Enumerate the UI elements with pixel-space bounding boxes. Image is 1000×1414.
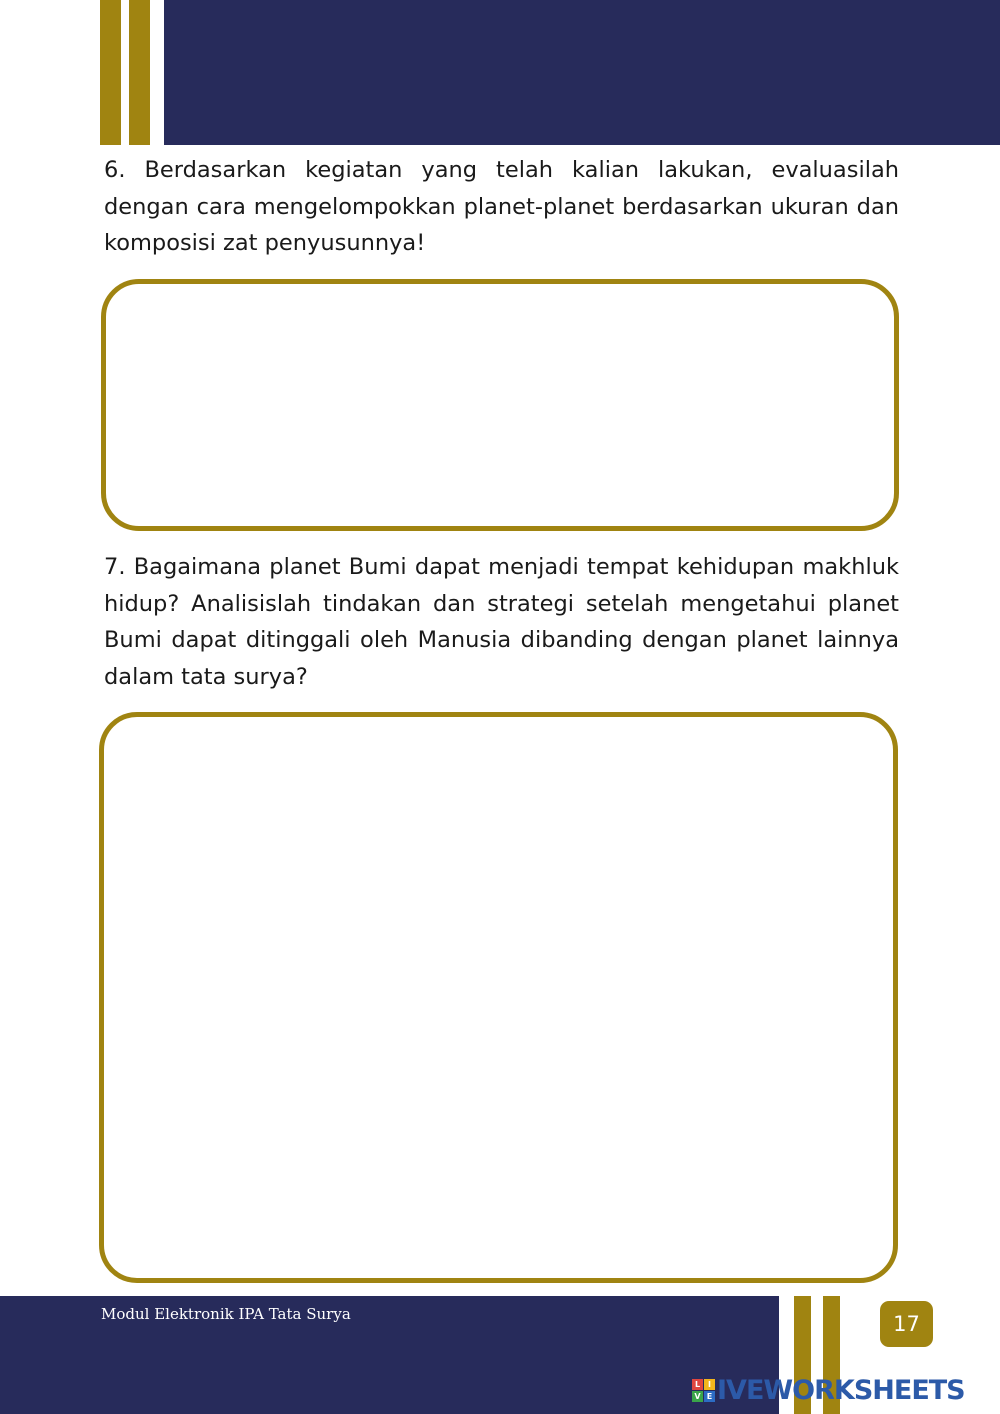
answer-box-6[interactable] (101, 279, 899, 531)
question-6-text: 6. Berdasarkan kegiatan yang telah kalian lakukan, evaluasilah dengan cara mengelompokkan planet-planet berdasarkan ukuran dan komposisi zat penyusunnya! (104, 157, 899, 256)
logo-letter-i: I (704, 1379, 715, 1390)
liveworksheets-wordmark: IVEWORKSHEETS (717, 1374, 965, 1406)
question-7-text: 7. Bagaimana planet Bumi dapat menjadi tempat kehidupan makhluk hidup? Analisislah tindakan dan strategi setelah mengetahui planet Bumi dapat ditinggali oleh Manusia dibanding dengan planet lainnya dalam tata surya? (104, 554, 899, 690)
footer-module-title: Modul Elektronik IPA Tata Surya (101, 1305, 351, 1323)
logo-letter-v: V (692, 1391, 703, 1402)
header-band (164, 0, 1000, 145)
header-gold-stripe-right (129, 0, 150, 145)
answer-box-7[interactable] (99, 712, 898, 1283)
header-gold-stripe-left (100, 0, 121, 145)
answer-input-6[interactable] (106, 284, 894, 526)
page-number-badge: 17 (880, 1301, 933, 1347)
answer-input-7[interactable] (104, 717, 893, 1278)
liveworksheets-logo[interactable] (692, 1374, 965, 1406)
logo-letter-e: E (704, 1391, 715, 1402)
logo-letter-l: L (692, 1379, 703, 1390)
liveworksheets-logo-icon (692, 1379, 715, 1402)
